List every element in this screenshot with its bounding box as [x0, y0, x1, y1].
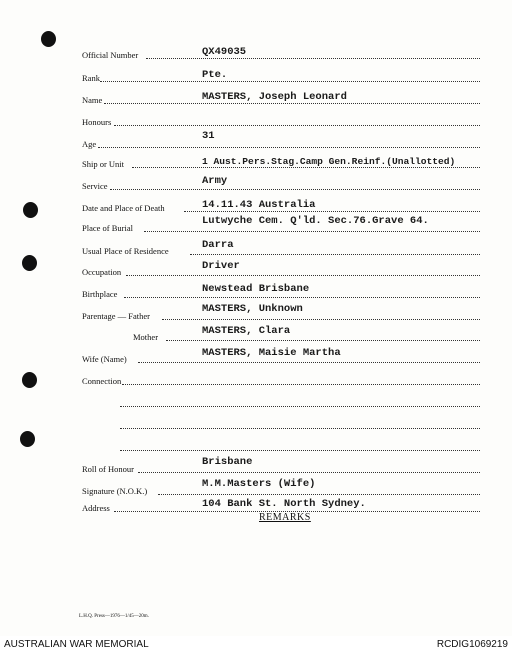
connection-label: Connection — [82, 376, 122, 386]
service-label: Service — [82, 181, 108, 191]
punch-hole — [23, 202, 38, 218]
date-place-death-row — [82, 197, 480, 213]
name-row — [82, 89, 480, 105]
birthplace-label: Birthplace — [82, 289, 118, 299]
rank-value: Pte. — [202, 69, 228, 81]
father-label: Parentage — Father — [82, 311, 150, 321]
official-number-label: Official Number — [82, 50, 139, 60]
connection-blank-line — [82, 392, 480, 408]
father-value: MASTERS, Unknown — [202, 303, 303, 315]
remarks-heading: REMARKS — [259, 512, 311, 523]
signature-value: M.M.Masters (Wife) — [202, 478, 316, 490]
father-row — [82, 305, 480, 321]
printer-note: L.H.Q. Press—1976—1/45—20m. — [79, 614, 149, 619]
punch-hole — [20, 431, 35, 447]
occupation-label: Occupation — [82, 267, 122, 277]
birthplace-row — [82, 283, 480, 299]
official-number-value: QX49035 — [202, 46, 247, 58]
address-value: 104 Bank St. North Sydney. — [202, 498, 366, 510]
signature-label: Signature (N.O.K.) — [82, 486, 148, 496]
date-place-death-value: 14.11.43 Australia — [202, 199, 316, 211]
usual-residence-row — [82, 240, 480, 256]
punch-hole — [41, 31, 56, 47]
address-row — [82, 497, 480, 513]
punch-hole — [22, 255, 37, 271]
wife-label: Wife (Name) — [82, 354, 127, 364]
age-row — [82, 130, 480, 149]
honours-row — [82, 111, 480, 127]
rank-label: Rank — [82, 73, 100, 83]
wife-value: MASTERS, Maisie Martha — [202, 347, 341, 359]
footer-record-id: RCDIG1069219 — [436, 639, 508, 650]
roll-of-honour-label: Roll of Honour — [82, 464, 134, 474]
mother-label: Mother — [133, 332, 159, 342]
address-label: Address — [82, 503, 110, 513]
footer-institution: AUSTRALIAN WAR MEMORIAL — [4, 639, 149, 650]
roll-of-honour-row — [82, 458, 480, 474]
birthplace-value: Newstead Brisbane — [202, 283, 310, 295]
ship-or-unit-value: 1 Aust.Pers.Stag.Camp Gen.Reinf.(Unallotted) — [202, 156, 456, 167]
ship-or-unit-row — [82, 153, 480, 169]
service-row — [82, 175, 480, 191]
service-value: Army — [202, 175, 228, 187]
connection-blank-line — [82, 414, 480, 430]
connection-row — [82, 370, 480, 386]
occupation-value: Driver — [202, 260, 240, 272]
footer-bar — [0, 636, 512, 654]
official-number-row — [82, 44, 480, 60]
name-label: Name — [82, 95, 103, 105]
punch-hole — [22, 372, 37, 388]
honours-label: Honours — [82, 117, 112, 127]
usual-residence-value: Darra — [202, 239, 234, 251]
mother-row — [82, 326, 480, 342]
age-value: 31 — [202, 130, 215, 142]
rank-row — [82, 67, 480, 83]
place-of-burial-value: Lutwyche Cem. Q'ld. Sec.76.Grave 64. — [202, 215, 429, 227]
usual-residence-label: Usual Place of Residence — [82, 246, 169, 256]
wife-row — [82, 348, 480, 364]
connection-blank-line — [82, 436, 480, 452]
age-label: Age — [82, 139, 97, 149]
ship-or-unit-label: Ship or Unit — [82, 159, 125, 169]
date-place-death-label: Date and Place of Death — [82, 203, 165, 213]
roll-of-honour-value: Brisbane — [202, 456, 253, 468]
place-of-burial-row — [82, 217, 480, 233]
occupation-row — [82, 261, 480, 277]
name-value: MASTERS, Joseph Leonard — [202, 91, 347, 103]
mother-value: MASTERS, Clara — [202, 325, 291, 337]
place-of-burial-label: Place of Burial — [82, 223, 133, 233]
signature-row — [82, 480, 480, 496]
